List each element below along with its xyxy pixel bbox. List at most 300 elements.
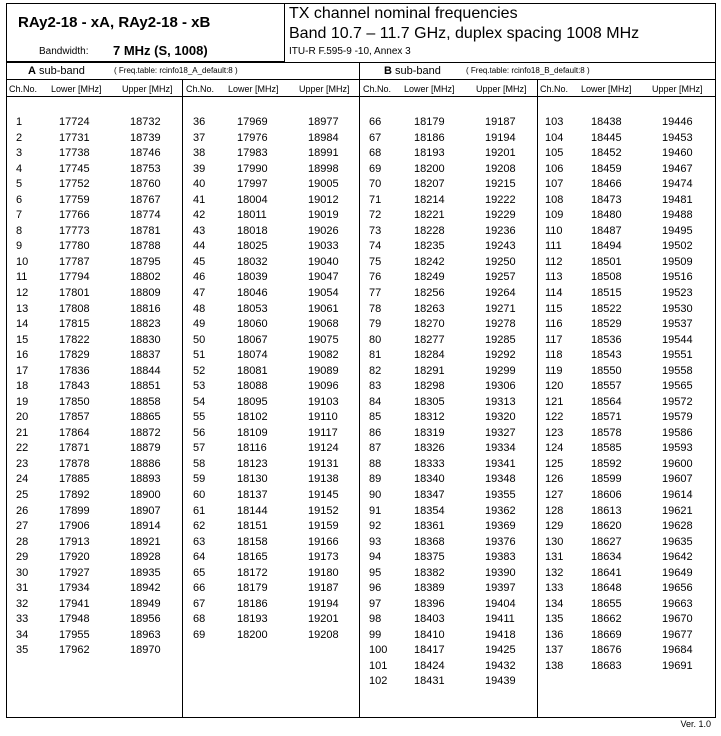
- table-cell-lower-mhz: 18669: [591, 628, 622, 641]
- table-cell-ch-no: 109: [545, 209, 564, 222]
- table-cell-upper-mhz: 19159: [308, 520, 339, 532]
- table-cell-upper-mhz: 19152: [308, 504, 339, 517]
- table-cell-lower-mhz: 17801: [59, 286, 90, 299]
- table-cell-ch-no: 107: [545, 178, 564, 191]
- table-cell-ch-no: 133: [545, 582, 564, 595]
- table-cell-ch-no: 54: [193, 395, 206, 408]
- table-cell-lower-mhz: 18438: [591, 116, 622, 128]
- table-cell-lower-mhz: 18557: [591, 380, 622, 393]
- table-cell-ch-no: 110: [545, 224, 563, 237]
- table-cell-ch-no: 128: [545, 504, 564, 517]
- table-cell-upper-mhz: 19166: [308, 535, 339, 548]
- table-cell-lower-mhz: 17836: [59, 364, 90, 377]
- table-cell-upper-mhz: 18872: [130, 426, 161, 439]
- table-cell-lower-mhz: 17822: [59, 333, 90, 346]
- table-cell-upper-mhz: 19656: [662, 582, 693, 595]
- table-cell-ch-no: 138: [545, 659, 564, 672]
- table-cell-upper-mhz: 19670: [662, 613, 693, 626]
- table-cell-upper-mhz: 18816: [130, 302, 161, 315]
- table-cell-ch-no: 38: [193, 147, 206, 160]
- table-cell-upper-mhz: 19488: [662, 209, 693, 222]
- table-cell-upper-mhz: 19516: [662, 271, 693, 284]
- table-cell-ch-no: 126: [545, 473, 564, 486]
- table-cell-ch-no: 18: [16, 380, 29, 393]
- table-cell-lower-mhz: 18459: [591, 162, 622, 175]
- table-cell-upper-mhz: 19425: [485, 644, 516, 657]
- table-cell-ch-no: 134: [545, 597, 564, 610]
- table-cell-upper-mhz: 19306: [485, 380, 516, 393]
- table-cell-lower-mhz: 18515: [591, 286, 622, 299]
- subband-bottom-rule: [6, 79, 716, 80]
- table-cell-ch-no: 16: [16, 349, 29, 362]
- table-cell-upper-mhz: 19460: [662, 147, 693, 160]
- table-cell-upper-mhz: 19446: [662, 116, 693, 128]
- table-cell-lower-mhz: 17773: [59, 224, 90, 237]
- table-cell-upper-mhz: 19082: [308, 349, 339, 362]
- table-cell-upper-mhz: 19355: [485, 489, 516, 501]
- table-cell-upper-mhz: 19551: [662, 349, 693, 362]
- table-cell-lower-mhz: 18585: [591, 442, 622, 455]
- table-cell-ch-no: 21: [16, 426, 29, 439]
- table-cell-lower-mhz: 17787: [59, 255, 90, 268]
- table-cell-lower-mhz: 17850: [59, 395, 90, 408]
- table-cell-ch-no: 92: [369, 520, 382, 532]
- table-cell-lower-mhz: 18361: [414, 520, 445, 532]
- table-cell-ch-no: 20: [16, 411, 29, 424]
- table-cell-upper-mhz: 19404: [485, 597, 516, 610]
- table-cell-lower-mhz: 18123: [237, 457, 268, 470]
- table-cell-ch-no: 69: [369, 162, 382, 175]
- table-cell-ch-no: 100: [369, 644, 388, 657]
- table-cell-lower-mhz: 18354: [414, 504, 445, 517]
- table-cell-lower-mhz: 18634: [591, 551, 622, 564]
- table-cell-lower-mhz: 18102: [237, 411, 268, 424]
- table-cell-lower-mhz: 17934: [59, 582, 90, 595]
- table-cell-ch-no: 96: [369, 582, 382, 595]
- table-cell-ch-no: 74: [369, 240, 382, 253]
- table-cell-ch-no: 9: [16, 240, 23, 253]
- table-cell-lower-mhz: 18326: [414, 442, 445, 455]
- table-cell-ch-no: 84: [369, 395, 382, 408]
- table-cell-lower-mhz: 18277: [414, 333, 445, 346]
- table-cell-upper-mhz: 19558: [662, 364, 693, 377]
- table-cell-ch-no: 93: [369, 535, 382, 548]
- table-cell-upper-mhz: 19250: [485, 255, 516, 268]
- table-cell-upper-mhz: 19299: [485, 364, 516, 377]
- table-cell-lower-mhz: 17948: [59, 613, 90, 626]
- table-cell-ch-no: 127: [545, 489, 564, 501]
- table-cell-ch-no: 58: [193, 457, 206, 470]
- table-cell-upper-mhz: 18984: [308, 131, 339, 144]
- table-cell-lower-mhz: 18501: [591, 255, 622, 268]
- table-cell-upper-mhz: 19523: [662, 286, 693, 299]
- table-cell-upper-mhz: 18928: [130, 551, 161, 564]
- table-cell-lower-mhz: 18480: [591, 209, 622, 222]
- table-cell-ch-no: 41: [193, 193, 206, 206]
- col-header-lower: Lower [MHz]: [581, 84, 632, 94]
- subband-a-freq-table: ( Freq.table: rcinfo18_A_default:8 ): [114, 66, 238, 75]
- table-cell-lower-mhz: 18095: [237, 395, 268, 408]
- table-cell-ch-no: 59: [193, 473, 206, 486]
- table-cell-lower-mhz: 18179: [237, 582, 268, 595]
- table-cell-lower-mhz: 18186: [414, 131, 445, 144]
- table-cell-ch-no: 105: [545, 147, 564, 160]
- table-cell-ch-no: 15: [16, 333, 29, 346]
- table-cell-upper-mhz: 19110: [308, 411, 338, 424]
- table-cell-lower-mhz: 18578: [591, 426, 622, 439]
- table-cell-upper-mhz: 19033: [308, 240, 339, 253]
- table-cell-ch-no: 68: [369, 147, 382, 160]
- table-cell-lower-mhz: 18683: [591, 659, 622, 672]
- table-cell-ch-no: 56: [193, 426, 206, 439]
- table-cell-upper-mhz: 19208: [485, 162, 516, 175]
- table-cell-ch-no: 14: [16, 318, 29, 330]
- table-cell-ch-no: 50: [193, 333, 206, 346]
- table-cell-ch-no: 27: [16, 520, 29, 532]
- table-cell-upper-mhz: 19222: [485, 193, 516, 206]
- table-cell-lower-mhz: 17766: [59, 209, 90, 222]
- subband-a-heading: [28, 65, 85, 77]
- table-cell-ch-no: 124: [545, 442, 564, 455]
- table-cell-upper-mhz: 18795: [130, 255, 161, 268]
- table-cell-upper-mhz: 18914: [130, 520, 161, 532]
- table-cell-lower-mhz: 18109: [237, 426, 268, 439]
- table-cell-upper-mhz: 19383: [485, 551, 516, 564]
- table-cell-ch-no: 65: [193, 566, 206, 579]
- table-cell-upper-mhz: 19327: [485, 426, 516, 439]
- table-cell-ch-no: 94: [369, 551, 382, 564]
- table-cell-upper-mhz: 18970: [130, 644, 161, 657]
- table-cell-ch-no: 55: [193, 411, 206, 424]
- table-cell-ch-no: 22: [16, 442, 29, 455]
- table-cell-upper-mhz: 19243: [485, 240, 516, 253]
- table-cell-upper-mhz: 19537: [662, 318, 693, 330]
- table-cell-ch-no: 137: [545, 644, 564, 657]
- table-cell-upper-mhz: 18907: [130, 504, 161, 517]
- table-cell-upper-mhz: 18760: [130, 178, 161, 191]
- table-cell-lower-mhz: 18004: [237, 193, 268, 206]
- table-cell-ch-no: 1: [16, 116, 23, 128]
- table-cell-lower-mhz: 18333: [414, 457, 445, 470]
- table-cell-ch-no: 70: [369, 178, 382, 191]
- table-cell-lower-mhz: 18186: [237, 597, 268, 610]
- table-cell-upper-mhz: 18746: [130, 147, 161, 160]
- col-header-upper: Upper [MHz]: [652, 84, 703, 94]
- table-cell-upper-mhz: 19663: [662, 597, 693, 610]
- table-cell-ch-no: 114: [545, 286, 563, 299]
- table-cell-lower-mhz: 18445: [591, 131, 622, 144]
- table-cell-ch-no: 34: [16, 628, 29, 641]
- table-cell-ch-no: 33: [16, 613, 29, 626]
- table-cell-upper-mhz: 19474: [662, 178, 693, 191]
- table-cell-upper-mhz: 19215: [485, 178, 516, 191]
- table-cell-upper-mhz: 19565: [662, 380, 693, 393]
- table-cell-ch-no: 136: [545, 628, 564, 641]
- header-bottom-rule: [6, 96, 716, 97]
- table-cell-upper-mhz: 18949: [130, 597, 161, 610]
- table-cell-ch-no: 26: [16, 504, 29, 517]
- table-cell-ch-no: 8: [16, 224, 23, 237]
- table-cell-upper-mhz: 19285: [485, 333, 516, 346]
- table-cell-upper-mhz: 19264: [485, 286, 516, 299]
- table-cell-upper-mhz: 19117: [308, 426, 338, 439]
- table-cell-upper-mhz: 18774: [130, 209, 161, 222]
- table-cell-ch-no: 119: [545, 364, 563, 377]
- table-cell-ch-no: 81: [369, 349, 382, 362]
- table-cell-lower-mhz: 18270: [414, 318, 445, 330]
- table-cell-ch-no: 5: [16, 178, 23, 191]
- table-cell-ch-no: 7: [16, 209, 23, 222]
- table-cell-upper-mhz: 19467: [662, 162, 693, 175]
- table-cell-ch-no: 131: [545, 551, 564, 564]
- table-cell-ch-no: 116: [545, 318, 563, 330]
- table-cell-upper-mhz: 19397: [485, 582, 516, 595]
- table-cell-upper-mhz: 19418: [485, 628, 516, 641]
- table-cell-ch-no: 63: [193, 535, 206, 548]
- table-cell-upper-mhz: 19012: [308, 193, 339, 206]
- table-cell-lower-mhz: 18396: [414, 597, 445, 610]
- table-cell-lower-mhz: 18060: [237, 318, 268, 330]
- subband-a-label: sub-band: [39, 65, 85, 77]
- table-cell-upper-mhz: 19054: [308, 286, 339, 299]
- table-cell-lower-mhz: 18193: [414, 147, 445, 160]
- table-cell-lower-mhz: 17738: [59, 147, 90, 160]
- table-cell-upper-mhz: 19005: [308, 178, 339, 191]
- table-cell-lower-mhz: 18263: [414, 302, 445, 315]
- table-cell-ch-no: 76: [369, 271, 382, 284]
- table-cell-ch-no: 68: [193, 613, 206, 626]
- table-cell-lower-mhz: 18179: [414, 116, 445, 128]
- table-cell-ch-no: 130: [545, 535, 564, 548]
- table-cell-ch-no: 86: [369, 426, 382, 439]
- table-cell-ch-no: 91: [369, 504, 382, 517]
- table-cell-ch-no: 75: [369, 255, 382, 268]
- table-cell-lower-mhz: 18144: [237, 504, 268, 517]
- table-cell-upper-mhz: 19278: [485, 318, 516, 330]
- table-cell-ch-no: 67: [369, 131, 382, 144]
- table-cell-lower-mhz: 18242: [414, 255, 445, 268]
- table-cell-lower-mhz: 18410: [414, 628, 445, 641]
- table-cell-lower-mhz: 18592: [591, 457, 622, 470]
- table-cell-lower-mhz: 17745: [59, 162, 90, 175]
- table-cell-lower-mhz: 18207: [414, 178, 445, 191]
- table-cell-lower-mhz: 17752: [59, 178, 90, 191]
- table-cell-upper-mhz: 19621: [662, 504, 693, 517]
- table-cell-upper-mhz: 19481: [662, 193, 693, 206]
- table-cell-ch-no: 62: [193, 520, 206, 532]
- table-cell-ch-no: 80: [369, 333, 382, 346]
- table-cell-ch-no: 111: [545, 240, 562, 253]
- table-cell-ch-no: 122: [545, 411, 564, 424]
- table-cell-upper-mhz: 18942: [130, 582, 161, 595]
- table-cell-lower-mhz: 18228: [414, 224, 445, 237]
- table-cell-lower-mhz: 17969: [237, 116, 268, 128]
- table-cell-upper-mhz: 19502: [662, 240, 693, 253]
- table-cell-upper-mhz: 19607: [662, 473, 693, 486]
- table-cell-upper-mhz: 19145: [308, 489, 339, 501]
- table-cell-ch-no: 129: [545, 520, 564, 532]
- table-cell-ch-no: 46: [193, 271, 206, 284]
- table-cell-lower-mhz: 18305: [414, 395, 445, 408]
- table-cell-upper-mhz: 18753: [130, 162, 161, 175]
- table-cell-ch-no: 78: [369, 302, 382, 315]
- table-cell-lower-mhz: 18088: [237, 380, 268, 393]
- table-cell-upper-mhz: 18893: [130, 473, 161, 486]
- table-cell-lower-mhz: 17759: [59, 193, 90, 206]
- table-cell-lower-mhz: 18130: [237, 473, 268, 486]
- table-cell-lower-mhz: 18235: [414, 240, 445, 253]
- table-cell-ch-no: 25: [16, 489, 29, 501]
- table-cell-upper-mhz: 19068: [308, 318, 339, 330]
- table-cell-lower-mhz: 18256: [414, 286, 445, 299]
- table-cell-upper-mhz: 18788: [130, 240, 161, 253]
- table-cell-lower-mhz: 18487: [591, 224, 622, 237]
- table-cell-upper-mhz: 18956: [130, 613, 161, 626]
- table-cell-ch-no: 44: [193, 240, 206, 253]
- col-header-ch: Ch.No.: [540, 84, 569, 94]
- table-cell-ch-no: 42: [193, 209, 206, 222]
- table-cell-lower-mhz: 18662: [591, 613, 622, 626]
- table-cell-lower-mhz: 18382: [414, 566, 445, 579]
- table-cell-lower-mhz: 18536: [591, 333, 622, 346]
- table-cell-upper-mhz: 18837: [130, 349, 161, 362]
- table-cell-lower-mhz: 18466: [591, 178, 622, 191]
- col-header-ch: Ch.No.: [363, 84, 392, 94]
- table-cell-upper-mhz: 19411: [485, 613, 515, 626]
- table-cell-ch-no: 48: [193, 302, 206, 315]
- table-cell-lower-mhz: 18431: [414, 675, 445, 688]
- table-cell-upper-mhz: 19313: [485, 395, 516, 408]
- table-cell-lower-mhz: 18508: [591, 271, 622, 284]
- table-cell-upper-mhz: 19292: [485, 349, 516, 362]
- table-cell-upper-mhz: 19075: [308, 333, 339, 346]
- table-cell-upper-mhz: 19089: [308, 364, 339, 377]
- table-cell-lower-mhz: 18018: [237, 224, 268, 237]
- table-cell-upper-mhz: 19201: [485, 147, 516, 160]
- table-cell-lower-mhz: 18368: [414, 535, 445, 548]
- table-cell-ch-no: 13: [16, 302, 29, 315]
- table-cell-ch-no: 31: [16, 582, 29, 595]
- table-cell-lower-mhz: 17962: [59, 644, 90, 657]
- table-cell-ch-no: 39: [193, 162, 206, 175]
- table-cell-lower-mhz: 18032: [237, 255, 268, 268]
- table-cell-lower-mhz: 18452: [591, 147, 622, 160]
- table-cell-lower-mhz: 17983: [237, 147, 268, 160]
- table-cell-ch-no: 67: [193, 597, 206, 610]
- column-divider-1: [182, 79, 183, 718]
- table-cell-lower-mhz: 18641: [591, 566, 622, 579]
- table-cell-lower-mhz: 17815: [59, 318, 90, 330]
- table-cell-upper-mhz: 19628: [662, 520, 693, 532]
- table-cell-ch-no: 57: [193, 442, 206, 455]
- page-title: RAy2-18 - xA, RAy2-18 - xB: [18, 14, 211, 31]
- table-cell-ch-no: 32: [16, 597, 29, 610]
- table-cell-lower-mhz: 18291: [414, 364, 445, 377]
- table-cell-ch-no: 35: [16, 644, 29, 657]
- table-cell-upper-mhz: 18809: [130, 286, 161, 299]
- table-cell-upper-mhz: 19229: [485, 209, 516, 222]
- table-cell-lower-mhz: 17892: [59, 489, 90, 501]
- table-cell-ch-no: 36: [193, 116, 206, 128]
- table-cell-ch-no: 90: [369, 489, 382, 501]
- table-cell-upper-mhz: 19194: [485, 131, 516, 144]
- table-cell-upper-mhz: 19131: [308, 457, 339, 470]
- table-cell-lower-mhz: 17808: [59, 302, 90, 315]
- table-cell-upper-mhz: 18879: [130, 442, 161, 455]
- table-cell-ch-no: 87: [369, 442, 382, 455]
- table-cell-lower-mhz: 17990: [237, 162, 268, 175]
- table-cell-upper-mhz: 19026: [308, 224, 339, 237]
- table-cell-lower-mhz: 18494: [591, 240, 622, 253]
- subband-top-rule: [6, 62, 716, 63]
- table-cell-ch-no: 6: [16, 193, 23, 206]
- table-cell-upper-mhz: 18900: [130, 489, 161, 501]
- table-cell-lower-mhz: 18319: [414, 426, 445, 439]
- table-cell-ch-no: 30: [16, 566, 29, 579]
- table-cell-upper-mhz: 19103: [308, 395, 339, 408]
- table-cell-ch-no: 123: [545, 426, 564, 439]
- table-cell-ch-no: 89: [369, 473, 382, 486]
- table-cell-ch-no: 73: [369, 224, 382, 237]
- table-cell-ch-no: 82: [369, 364, 382, 377]
- table-cell-upper-mhz: 19376: [485, 535, 516, 548]
- table-cell-ch-no: 53: [193, 380, 206, 393]
- table-cell-ch-no: 102: [369, 675, 388, 688]
- table-cell-ch-no: 85: [369, 411, 382, 424]
- table-cell-upper-mhz: 19586: [662, 426, 693, 439]
- table-cell-lower-mhz: 18375: [414, 551, 445, 564]
- bandwidth-value: 7 MHz (S, 1008): [113, 43, 208, 58]
- table-cell-ch-no: 125: [545, 457, 564, 470]
- table-cell-ch-no: 103: [545, 116, 564, 128]
- table-cell-upper-mhz: 18886: [130, 457, 161, 470]
- table-cell-upper-mhz: 19495: [662, 224, 693, 237]
- table-cell-lower-mhz: 17941: [59, 597, 90, 610]
- table-cell-upper-mhz: 18963: [130, 628, 161, 641]
- table-cell-lower-mhz: 18046: [237, 286, 268, 299]
- table-cell-lower-mhz: 18011: [237, 209, 267, 222]
- table-cell-ch-no: 51: [193, 349, 206, 362]
- col-header-ch: Ch.No.: [186, 84, 215, 94]
- table-cell-lower-mhz: 18424: [414, 659, 445, 672]
- table-cell-ch-no: 108: [545, 193, 564, 206]
- table-cell-upper-mhz: 19614: [662, 489, 693, 501]
- table-cell-ch-no: 83: [369, 380, 382, 393]
- table-cell-upper-mhz: 19642: [662, 551, 693, 564]
- table-cell-lower-mhz: 18025: [237, 240, 268, 253]
- table-cell-upper-mhz: 19096: [308, 380, 339, 393]
- version-label: Ver. 1.0: [680, 719, 711, 729]
- table-cell-lower-mhz: 18599: [591, 473, 622, 486]
- table-cell-upper-mhz: 19061: [308, 302, 339, 315]
- table-cell-upper-mhz: 19362: [485, 504, 516, 517]
- table-cell-lower-mhz: 17906: [59, 520, 90, 532]
- table-cell-ch-no: 64: [193, 551, 206, 564]
- table-cell-ch-no: 79: [369, 318, 382, 330]
- table-cell-lower-mhz: 18151: [237, 520, 268, 532]
- table-cell-upper-mhz: 19019: [308, 209, 339, 222]
- table-cell-upper-mhz: 18977: [308, 116, 339, 128]
- table-cell-ch-no: 66: [369, 116, 382, 128]
- col-header-upper: Upper [MHz]: [476, 84, 527, 94]
- table-cell-lower-mhz: 17997: [237, 178, 268, 191]
- table-cell-upper-mhz: 19236: [485, 224, 516, 237]
- table-cell-upper-mhz: 18830: [130, 333, 161, 346]
- table-cell-ch-no: 17: [16, 364, 29, 377]
- table-cell-ch-no: 88: [369, 457, 382, 470]
- table-cell-lower-mhz: 18249: [414, 271, 445, 284]
- table-cell-lower-mhz: 18571: [591, 411, 622, 424]
